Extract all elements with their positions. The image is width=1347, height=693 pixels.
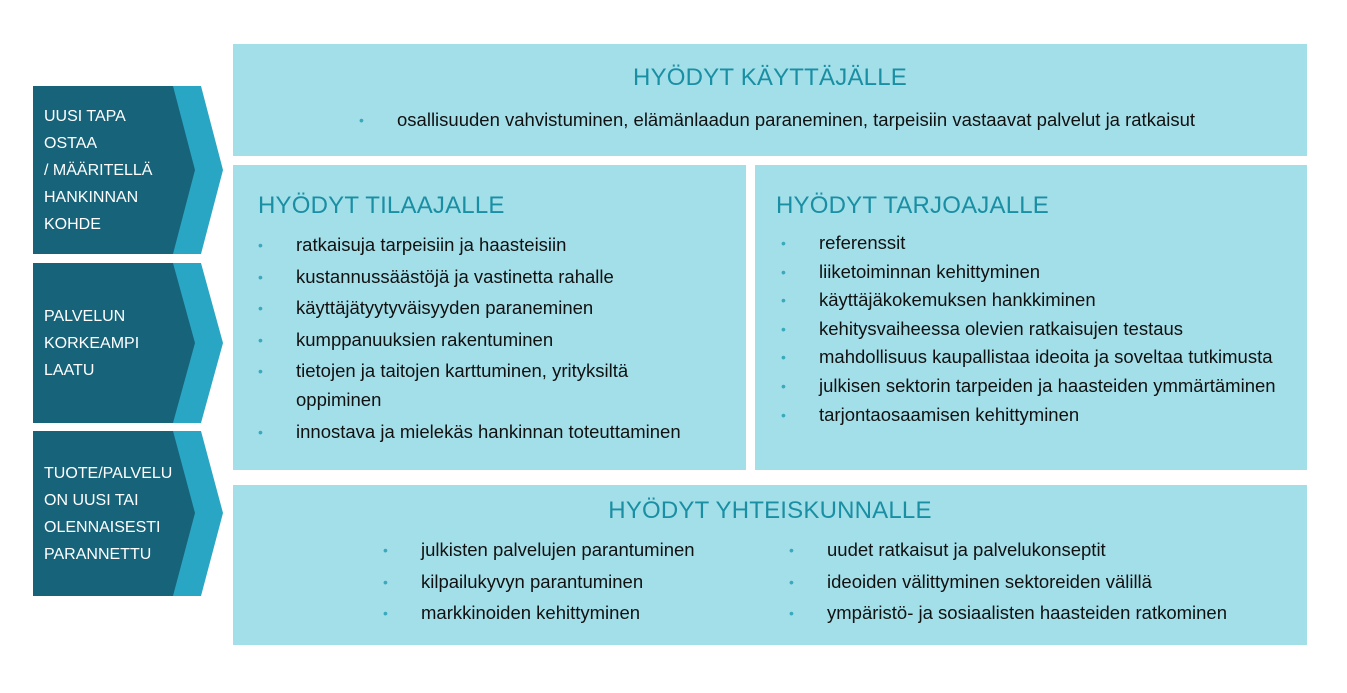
step-label: UUSI TAPA OSTAA / MÄÄRITELLÄ HANKINNAN KOHDE [44,107,153,233]
list-item: • käyttäjäkokemuksen hankkiminen [779,286,1309,315]
benefits-buyers-list [256,231,726,446]
step-chevron-new-way [33,86,223,254]
step-label: TUOTE/PALVELU ON UUSI TAI OLENNAISESTI PARANNETTU [44,464,173,563]
list-item: • liiketoiminnan kehittyminen [779,258,1309,287]
benefits-users-box [233,44,1307,156]
benefits-suppliers-list [779,229,1309,429]
list-item: • uudet ratkaisut ja palvelukonseptit [787,536,1227,565]
benefits-society-list-left [381,536,695,628]
list-item: • kustannussäästöjä ja vastinetta rahalle [256,263,726,292]
benefits-society-list-right [787,536,1227,628]
step-chevron-new-product [33,431,223,596]
list-item: • kehitysvaiheessa olevien ratkaisujen testaus [779,315,1309,344]
list-item: • ympäristö- ja sosiaalisten haasteiden ratkominen [787,599,1227,628]
list-item: • julkisten palvelujen parantuminen [381,536,695,565]
benefits-users-title: HYÖDYT KÄYTTÄJÄLLE [633,64,907,91]
benefits-buyers-title: HYÖDYT TILAAJALLE [258,192,505,219]
list-item: • tietojen ja taitojen karttuminen, yrityksiltä oppiminen [256,357,666,414]
list-item: • kumppanuuksien rakentuminen [256,326,726,355]
benefits-users-list [357,106,1195,135]
benefits-suppliers-box [755,165,1307,470]
benefits-buyers-box [233,165,746,470]
list-item: • markkinoiden kehittyminen [381,599,695,628]
step-label: PALVELUN KORKEAMPI LAATU [44,307,140,379]
list-item: • innostava ja mielekäs hankinnan toteuttaminen [256,418,726,447]
list-item: • ratkaisuja tarpeisiin ja haasteisiin [256,231,726,260]
step-chevron-quality [33,263,223,423]
list-item: • referenssit [779,229,1309,258]
list-item: • mahdollisuus kaupallistaa ideoita ja soveltaa tutkimusta [779,343,1309,372]
list-item: • tarjontaosaamisen kehittyminen [779,401,1309,430]
list-item: • ideoiden välittyminen sektoreiden välillä [787,568,1227,597]
list-item: • julkisen sektorin tarpeiden ja haasteiden ymmärtäminen [779,372,1309,401]
benefits-society-box [233,485,1307,645]
list-item: • käyttäjätyytyväisyyden paraneminen [256,294,726,323]
list-item: • osallisuuden vahvistuminen, elämänlaadun paraneminen, tarpeisiin vastaavat palvelut ja ratkaisut [357,106,1195,135]
list-item: • kilpailukyvyn parantuminen [381,568,695,597]
benefits-society-title: HYÖDYT YHTEISKUNNALLE [608,497,932,524]
benefits-suppliers-title: HYÖDYT TARJOAJALLE [776,192,1050,219]
